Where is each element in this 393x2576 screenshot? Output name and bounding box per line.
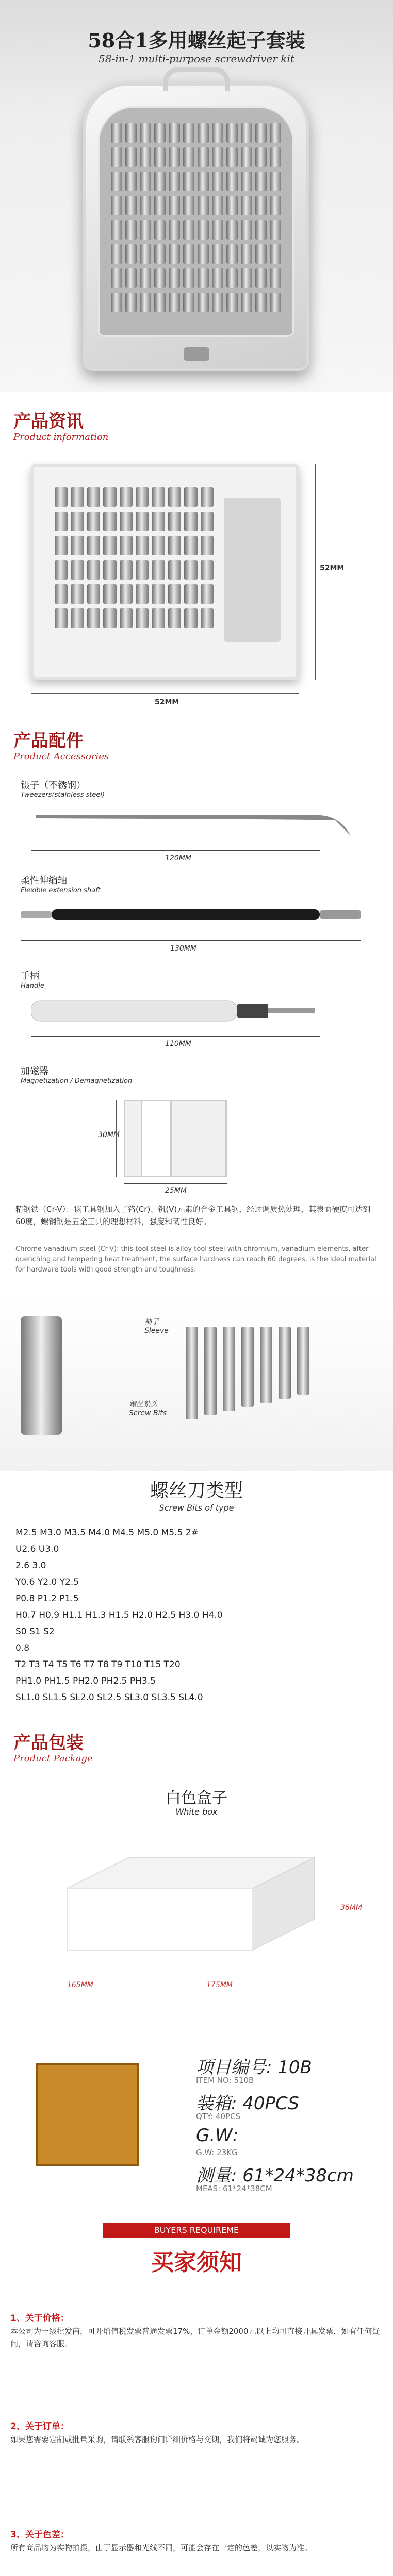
bit-icon [154,172,166,191]
bit-icon [103,487,116,507]
bit-icon [212,147,223,167]
bit-grid [111,123,281,312]
bit-icon [140,244,151,264]
info-heading-en: Product information [13,432,109,443]
bit-icon [226,172,238,191]
sleeve-label-cn: 袖子 [144,1318,159,1326]
bit-icon [255,268,267,288]
bit-icon [201,512,214,531]
bit-icon [125,196,137,215]
accessory-cn: 镊子（不锈钢） [21,780,86,791]
bit-icon [183,244,194,264]
dim-line-width [31,693,299,694]
bit-icon [111,196,122,215]
types-section [0,1471,393,1713]
bit-icon [198,220,209,240]
bit-icon [87,487,100,507]
spec-gw-sub: G.W: 23KG [196,2148,238,2157]
bit-icon [168,584,181,604]
bit-icon [125,268,137,288]
bit-icon [255,172,267,191]
case-latch [184,347,209,361]
bit-icon [169,220,180,240]
white-box-en: White box [175,1807,218,1817]
bit-icon [168,608,181,628]
white-box-section [0,1775,393,2043]
bit-icon [198,268,209,288]
bit-icon [198,147,209,167]
bit-icon [154,220,166,240]
tray-image [31,464,299,680]
spec-qty-sub: QTY: 40PCS [196,2112,241,2121]
bit-icon [152,560,165,580]
bit-icon [140,123,151,143]
bit-icon [55,608,68,628]
box-dim-3: 36MM [340,1904,362,1912]
bit-icon [55,512,68,531]
bit-icon [183,123,194,143]
info-heading-cn: 产品资讯 [13,411,84,432]
notice-section [0,2300,393,2576]
notice-text: 本公司为一级批发商，可开增值税发票普通发票17%，订单金额2000元以上均可直接开具发票，如有任何疑问，请咨询客服。 [10,2327,380,2348]
accessory-tweezers [0,773,393,868]
bit-icon [136,487,149,507]
bit-icon [201,608,214,628]
size-line [31,850,320,851]
bit-icon [140,172,151,191]
spec-section [0,2043,393,2213]
bit-icon [183,147,194,167]
magnetizer-icon [124,1100,227,1177]
bit-icon [255,293,267,312]
bit-icon [270,123,281,143]
bit-icon [71,512,84,531]
screw-bit-icon [279,1327,291,1399]
bit-icon [212,196,223,215]
box-dim-2: 175MM [206,1981,233,1989]
bit-icon [241,268,252,288]
bit-type-row: 2.6 3.0 [15,1561,46,1571]
bit-icon [169,268,180,288]
bit-icon [184,536,197,555]
bit-icon [241,147,252,167]
bit-icon [55,536,68,555]
bit-icon [140,147,151,167]
carton-image [36,2063,139,2166]
size-line-h [124,1183,227,1184]
bit-type-row: 0.8 [15,1643,30,1653]
bit-icon [169,244,180,264]
screw-bit-icon [260,1327,272,1403]
bit-icon [241,172,252,191]
bit-icon [184,487,197,507]
tweezers-icon [31,805,361,841]
bit-icon [184,584,197,604]
bit-icon [212,268,223,288]
screw-bit-icon [223,1327,235,1411]
bit-icon [201,536,214,555]
bit-icon [168,536,181,555]
hero-title: 58合1多用螺丝起子套装 [88,29,305,52]
bits-row [186,1327,309,1419]
accessory-en: Handle [21,982,44,990]
size-label-h: 25MM [165,1187,187,1195]
bit-icon [87,608,100,628]
bit-icon [226,196,238,215]
bit-icon [120,512,133,531]
package-heading-cn: 产品包装 [13,1733,84,1753]
bit-icon [184,512,197,531]
bit-type-row: T2 T3 T4 T5 T6 T7 T8 T9 T10 T15 T20 [15,1659,181,1670]
bit-icon [152,512,165,531]
accessory-shaft [0,868,393,963]
types-heading-en: Screw Bits of type [159,1503,234,1513]
notice-heading-en: BUYERS REQUIREME [103,2223,290,2238]
tray-side-compartment [224,498,281,642]
bit-icon [87,560,100,580]
bit-icon [201,487,214,507]
size-label-v: 30MM [98,1131,120,1139]
bit-type-row: S0 S1 S2 [15,1626,55,1637]
bit-icon [103,560,116,580]
bit-icon [125,147,137,167]
bit-icon [125,172,137,191]
info-section [0,453,393,711]
bit-icon [226,220,238,240]
bit-icon [120,608,133,628]
spec-item-sub: ITEM NO: 510B [196,2076,254,2085]
white-box-image [57,1847,325,1960]
spec-qty: 装箱: 40PCS [196,2093,299,2114]
dim-height-label: 52MM [320,564,345,572]
bit-icon [103,512,116,531]
screw-bit-icon [204,1327,217,1415]
bit-icon [111,172,122,191]
bit-icon [152,536,165,555]
accessories-heading [0,711,393,773]
bit-icon [152,608,165,628]
bit-icon [255,196,267,215]
bit-icon [226,268,238,288]
bit-icon [103,608,116,628]
bit-icon [111,268,122,288]
accessories-heading-cn: 产品配件 [13,731,84,751]
bit-icon [140,196,151,215]
notice-title: 3、关于色差： [10,2530,69,2540]
bit-icon [136,584,149,604]
size-label: 130MM [170,944,196,953]
case-interior [98,106,294,337]
types-heading-cn: 螺丝刀类型 [150,1480,243,1501]
bit-icon [152,487,165,507]
bit-icon [169,196,180,215]
bit-icon [136,512,149,531]
bit-icon [154,244,166,264]
bit-type-row: PH1.0 PH1.5 PH2.0 PH2.5 PH3.5 [15,1676,156,1686]
spec-meas-sub: MEAS: 61*24*38CM [196,2184,272,2193]
bit-icon [103,536,116,555]
bit-icon [154,196,166,215]
bit-icon [87,512,100,531]
product-case-image [83,82,309,371]
accessory-en: Magnetization / Demagnetization [21,1077,133,1085]
sleeve-label-en: Sleeve [144,1327,169,1335]
hero-subtitle: 58-in-1 multi-purpose screwdriver kit [99,53,294,65]
accessory-handle [0,963,393,1059]
bit-icon [255,244,267,264]
bit-icon [87,584,100,604]
bit-icon [125,220,137,240]
accessory-en: Flexible extension shaft [21,887,101,894]
bit-icon [154,268,166,288]
bit-icon [136,608,149,628]
accessory-cn: 柔性伸缩轴 [21,875,67,886]
bit-icon [71,608,84,628]
bit-icon [111,147,122,167]
bit-icon [212,293,223,312]
size-label: 110MM [165,1040,191,1048]
bit-icon [125,244,137,264]
bit-icon [154,123,166,143]
spec-item: 项目编号: 10B [196,2057,312,2078]
bit-icon [169,123,180,143]
bit-icon [198,196,209,215]
bit-icon [140,268,151,288]
bit-icon [55,487,68,507]
bit-icon [255,147,267,167]
size-label: 120MM [165,854,191,862]
bit-icon [111,123,122,143]
bit-icon [111,244,122,264]
bit-icon [183,268,194,288]
bit-icon [154,293,166,312]
bit-icon [55,584,68,604]
bit-icon [198,172,209,191]
size-line [31,1036,320,1037]
spec-gw: G.W: [196,2125,239,2146]
dim-line-height [315,464,316,680]
bit-icon [201,560,214,580]
bit-icon [111,293,122,312]
material-en: Chrome vanadium steel (Cr-V): this tool steel is alloy tool steel with chromium, vanadium elements, after quenching and tempering heat treatment, the surface hardness can reach 60 degrees, is the ideal material for hardware tools with good strength and toughness. [15,1245,376,1274]
accessory-en: Tweezers(stainless steel) [21,791,105,799]
bit-icon [212,172,223,191]
bit-icon [270,244,281,264]
bit-icon [226,244,238,264]
notice-text: 所有商品均为实物拍摄，由于显示器和光线不同，可能会存在一定的色差，以实物为准。 [10,2543,313,2552]
bit-icon [154,147,166,167]
bit-icon [140,293,151,312]
bit-icon [168,560,181,580]
tray-bit-grid [55,487,214,628]
bit-icon [198,244,209,264]
bit-icon [255,123,267,143]
bit-icon [125,123,137,143]
bit-type-row: H0.7 H0.9 H1.1 H1.3 H1.5 H2.0 H2.5 H3.0 H4.0 [15,1610,223,1620]
bit-icon [255,220,267,240]
accessory-magnetizer [0,1059,393,1198]
bit-icon [241,293,252,312]
bit-icon [198,123,209,143]
hero-section [0,0,393,392]
sleeve-image [21,1316,62,1435]
bit-icon [270,293,281,312]
bit-icon [270,172,281,191]
bit-icon [226,123,238,143]
bit-icon [120,487,133,507]
bit-icon [184,608,197,628]
bit-type-row: M2.5 M3.0 M3.5 M4.0 M4.5 M5.0 M5.5 2# [15,1528,199,1538]
material-section [0,1198,393,1296]
dim-width-label: 52MM [155,698,179,706]
bit-icon [183,172,194,191]
bit-icon [212,123,223,143]
bits-label-en: Screw Bits [129,1409,167,1417]
bit-icon [212,220,223,240]
spec-meas: 测量: 61*24*38cm [196,2165,354,2186]
bit-icon [136,536,149,555]
screw-bit-icon [297,1327,309,1395]
bit-icon [120,584,133,604]
material-cn: 精钢铁（Cr-V）：该工具钢加入了铬(Cr)、钒(V)元素的合金工具钢，经过调质热处理，其表面硬度可达到60度，螺钢钢是五金工具的理想材料，强度和韧性良好。 [15,1205,371,1226]
case-handle [163,67,230,91]
bit-type-row: SL1.0 SL1.5 SL2.0 SL2.5 SL3.0 SL3.5 SL4.0 [15,1692,203,1703]
handle-icon [31,995,361,1026]
bit-icon [169,147,180,167]
accessory-cn: 手柄 [21,971,39,981]
bit-icon [120,560,133,580]
flex-shaft-icon [21,904,371,925]
accessory-cn: 加磁器 [21,1066,48,1077]
bit-type-row: U2.6 U3.0 [15,1544,59,1554]
bit-icon [184,560,197,580]
bit-icon [183,196,194,215]
bit-icon [169,293,180,312]
bit-icon [71,584,84,604]
bit-icon [120,536,133,555]
notice-heading-cn: 买家须知 [151,2249,242,2276]
bit-icon [241,196,252,215]
notice-title: 1、关于价格： [10,2313,69,2324]
bit-icon [198,293,209,312]
bit-icon [226,293,238,312]
package-heading-en: Product Package [13,1753,93,1764]
bit-icon [201,584,214,604]
bit-icon [55,560,68,580]
notice-heading [0,2213,393,2300]
bit-icon [241,220,252,240]
size-line [21,940,361,941]
bit-icon [71,487,84,507]
bit-icon [169,172,180,191]
bit-type-row: P0.8 P1.2 P1.5 [15,1594,79,1604]
bit-icon [241,123,252,143]
notice-text: 如果您需要定制或批量采购，请联系客服询问详细价格与交期，我们将竭诚为您服务。 [10,2435,305,2444]
bit-type-row: Y0.6 Y2.0 Y2.5 [15,1577,79,1587]
bit-icon [87,536,100,555]
bit-icon [226,147,238,167]
bits-label-cn: 螺丝钻头 [129,1400,158,1409]
bit-icon [270,268,281,288]
bit-icon [270,196,281,215]
box-dim-1: 165MM [67,1981,93,1989]
notice-title: 2、关于订单： [10,2421,69,2432]
bit-icon [125,293,137,312]
bit-icon [183,220,194,240]
screw-bit-icon [186,1327,198,1419]
accessories-heading-en: Product Accessories [13,751,109,762]
bit-icon [136,560,149,580]
bit-icon [168,487,181,507]
package-heading [0,1713,393,1775]
info-heading [0,392,393,453]
bit-icon [111,220,122,240]
bit-icon [71,536,84,555]
bit-icon [270,220,281,240]
bits-photo-section [0,1296,393,1471]
bit-icon [152,584,165,604]
bit-icon [71,560,84,580]
white-box-cn: 白色盒子 [166,1789,227,1807]
bit-icon [140,220,151,240]
bit-icon [241,244,252,264]
bit-icon [270,147,281,167]
bit-icon [212,244,223,264]
bit-icon [103,584,116,604]
bit-icon [168,512,181,531]
screw-bit-icon [241,1327,254,1407]
bit-icon [183,293,194,312]
